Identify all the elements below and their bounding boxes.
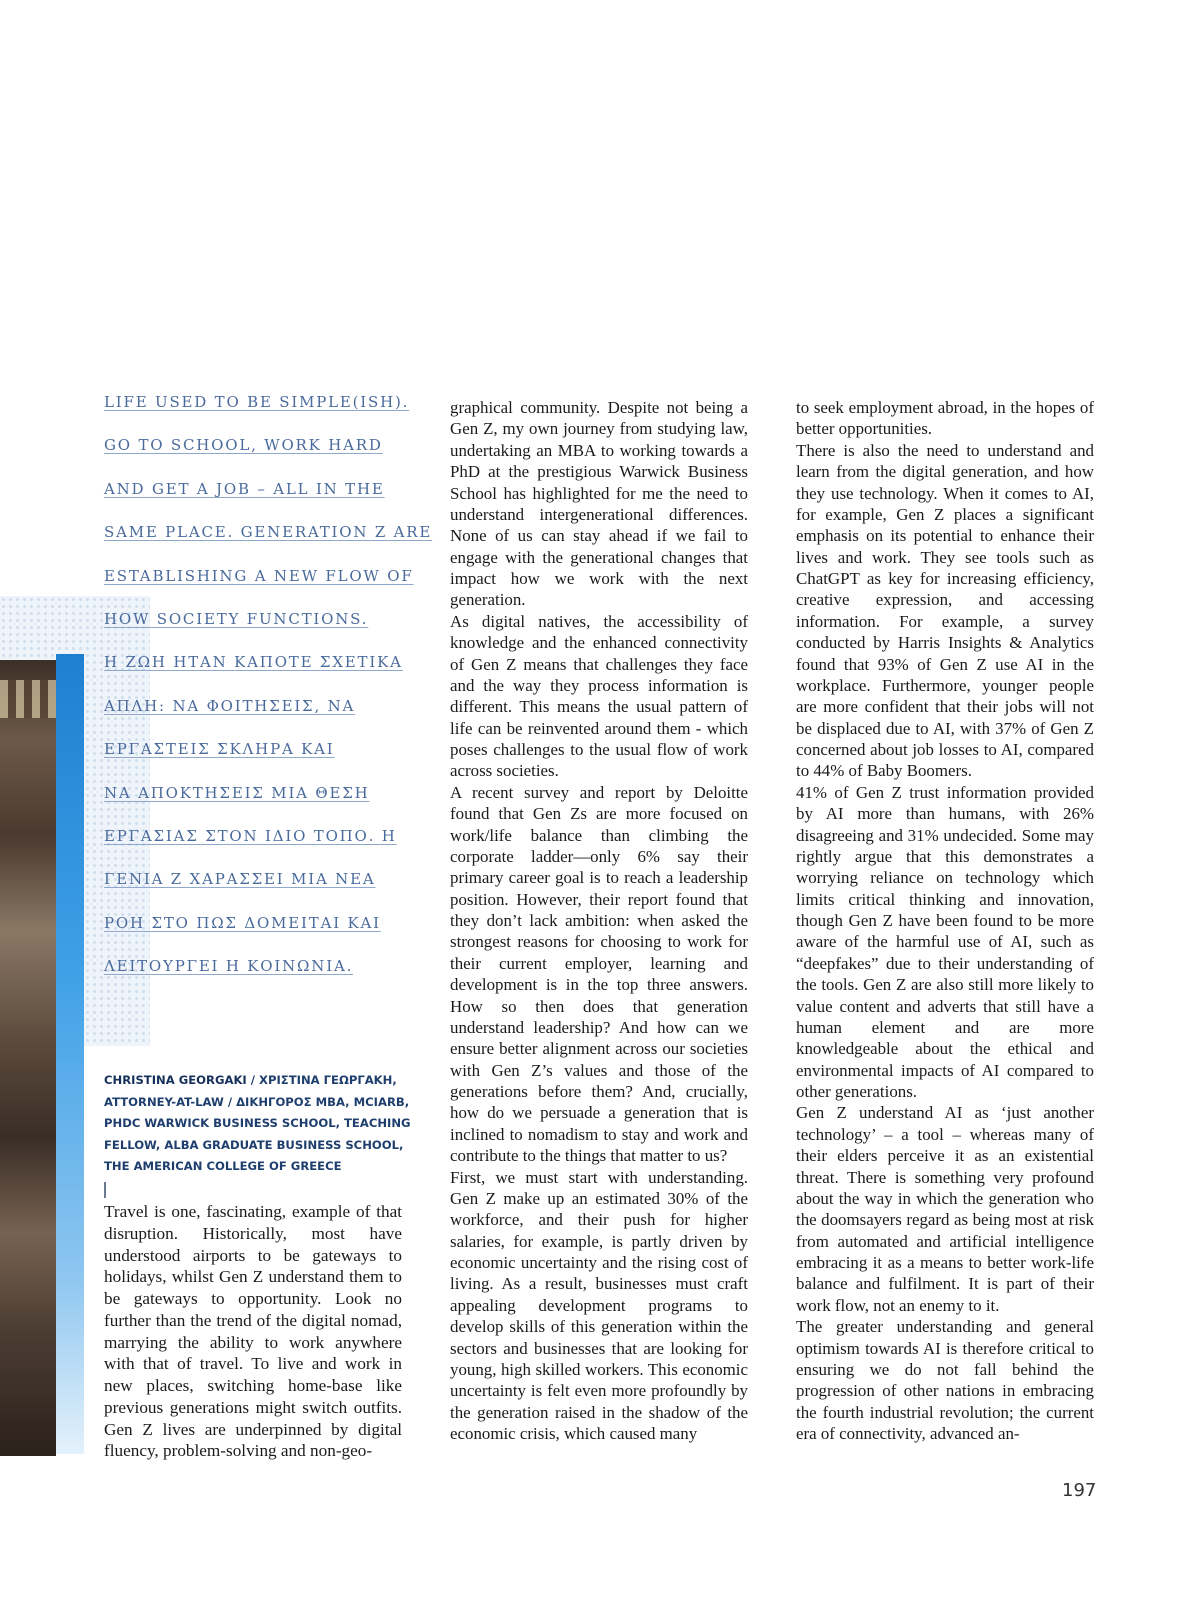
pull-quote-line: ΓΕΝΙΑ Ζ ΧΑΡΑΣΣΕΙ ΜΙΑ ΝΕΑ (104, 870, 376, 889)
paragraph: Gen Z understand AI as ‘just another technology’ – a tool – whereas many of their elders perceive it as an existential threat. There is something very profound about the way in which the generation who the doomsayers regard as being most at risk from automated and artificial intelligence embracing it as a means to better work-life balance and fulfilment. It is part of their work flow, not an enemy to it. (796, 1103, 1094, 1315)
paragraph: A recent survey and report by Deloitte found that Gen Zs are more focused on work/life balance than climbing the corporate ladder—only 6% say their primary career goal is to reach a leadership position. However, their report found that they don’t lack ambition: when asked the strongest reasons for choosing to work for their current employer, learning and development is in the top three answers. How so then does that generation understand leadership? And how can we ensure better alignment across our societies with Gen Z’s values and those of the generations before them? And, crucially, how do we persuade a generation that is inclined to nomadism to stay and work and contribute to the things that matter to us? (450, 782, 748, 1166)
paragraph: to seek employment abroad, in the hopes of better opportunities. (796, 398, 1094, 439)
pull-quote-line: ΝΑ ΑΠΟΚΤΗΣΕΙΣ ΜΙΑ ΘΕΣΗ (104, 783, 370, 802)
pull-quote-line: LIFE USED TO BE SIMPLE(ISH). (104, 393, 410, 411)
body-column-2 (450, 397, 748, 1444)
blue-gradient-bar (56, 654, 84, 1454)
paragraph: The greater understanding and general optimism towards AI is therefore critical to ensuring we do not fall behind the progression of other nations in embracing the fourth industrial revolution; the current era of connectivity, advanced an- (796, 1317, 1094, 1443)
paragraph: Travel is one, fascinating, example of that disruption. Historically, most have understood airports to be gateways to holidays, whilst Gen Z understand them to be gateways to opportunity. Look no further than the trend of the digital nomad, marrying the ability to work anywhere with that of travel. To live and work in new places, switching home-base like previous generations might switch outfits. Gen Z lives are underpinned by digital fluency, problem-solving and non-geo- (104, 1202, 402, 1461)
paragraph: 41% of Gen Z trust information provided by AI more than humans, with 26% disagreeing and 31% undecided. Some may rightly argue that this demonstrates a worrying reliance on technology which limits critical thinking and innovation, though Gen Z have been found to be more aware of the harmful use of AI, such as “deepfakes” due to their understanding of the tools. Gen Z are also still more likely to value content and adverts that still have a human element and are more knowledgeable about the ethical and environmental impacts of AI compared to other generations. (796, 782, 1094, 1101)
pull-quote-line: ΕΡΓΑΣΤΕΙΣ ΣΚΛΗΡΑ ΚΑΙ (104, 740, 335, 759)
body-column-3 (796, 397, 1094, 1444)
author-name: CHRISTINA GEORGAKI (104, 1073, 247, 1087)
divider-mark (104, 1182, 106, 1198)
pull-quote-line: HOW SOCIETY FUNCTIONS. (104, 609, 369, 628)
pull-quote-line: ΛΕΙΤΟΥΡΓΕΙ Η ΚΟΙΝΩΝΙΑ. (104, 957, 354, 976)
pull-quote-line: ΕΡΓΑΣΙΑΣ ΣΤΟΝ ΙΔΙΟ ΤΟΠΟ. Η (104, 826, 397, 845)
pull-quote-line: ΑΠΛΗ: ΝΑ ΦΟΙΤΗΣΕΙΣ, ΝΑ (104, 696, 356, 715)
pull-quote-line: Η ΖΩΗ ΗΤΑΝ ΚΑΠΟΤΕ ΣΧΕΤΙΚΑ (104, 653, 403, 672)
paragraph: First, we must start with understanding. Gen Z make up an estimated 30% of the workforce, and their push for higher salaries, for example, is partly driven by economic uncertainty and the rising cost of living. As a result, businesses must craft appealing development programs to develop skills of this generation within the sectors and businesses that are looking for young, high skilled workers. This economic uncertainty is felt even more profoundly by the generation raised in the shadow of the economic crisis, which caused many (450, 1167, 748, 1443)
page-number: 197 (1062, 1480, 1097, 1501)
author-byline (104, 1070, 414, 1178)
paragraph: There is also the need to understand and learn from the digital generation, and how they use technology. When it comes to AI, for example, Gen Z places a significant emphasis on its potential to enhance their lives and work. They see tools such as ChatGPT as key for increasing efficiency, creative expression, and accessing information. For example, a survey conducted by Harris Insights & Analytics found that 93% of Gen Z use AI in the workplace. Furthermore, younger people are more confident that their jobs will not be displaced due to AI, with 37% of Gen Z concerned about job losses to AI, compared to 44% of Baby Boomers. (796, 440, 1094, 781)
paragraph: graphical community. Despite not being a Gen Z, my own journey from studying law, undertaking an MBA to working towards a PhD at the prestigious Warwick Business School has highlighted for me the need to understand intergenerational differences. None of us can stay ahead if we fail to engage with the generational changes that impact how we work with the next generation. (450, 398, 748, 610)
pull-quote (104, 392, 433, 999)
author-credentials: / ΧΡΙΣΤΙΝΑ ΓΕΩΡΓΑΚΗ, ATTORNEY-AT-LAW / ΔΙΚΗΓΟΡΟΣ MBA, MCIARB, PHDC WARWICK BUSINESS SCHOOL, TEACHING FELLOW, ALBA GRADUATE BUSINESS SCHOOL, THE AMERICAN COLLEGE OF GREECE (104, 1073, 411, 1174)
pull-quote-line: AND GET A JOB – ALL IN THE (104, 479, 385, 498)
body-column-1 (104, 1201, 402, 1462)
paragraph: As digital natives, the accessibility of knowledge and the enhanced connectivity of Gen Z means that challenges they face and the way they process information is different. This means the usual pattern of life can be reinvented around them - which poses challenges to the usual flow of work across societies. (450, 611, 748, 781)
pull-quote-line: SAME PLACE. GENERATION Z ARE (104, 523, 433, 542)
background-photo-strip (0, 660, 56, 1456)
pull-quote-line: ESTABLISHING A NEW FLOW OF (104, 566, 414, 585)
pull-quote-line: ΡΟΗ ΣΤΟ ΠΩΣ ΔΟΜΕΙΤΑΙ ΚΑΙ (104, 913, 381, 932)
pull-quote-line: GO TO SCHOOL, WORK HARD (104, 436, 383, 455)
